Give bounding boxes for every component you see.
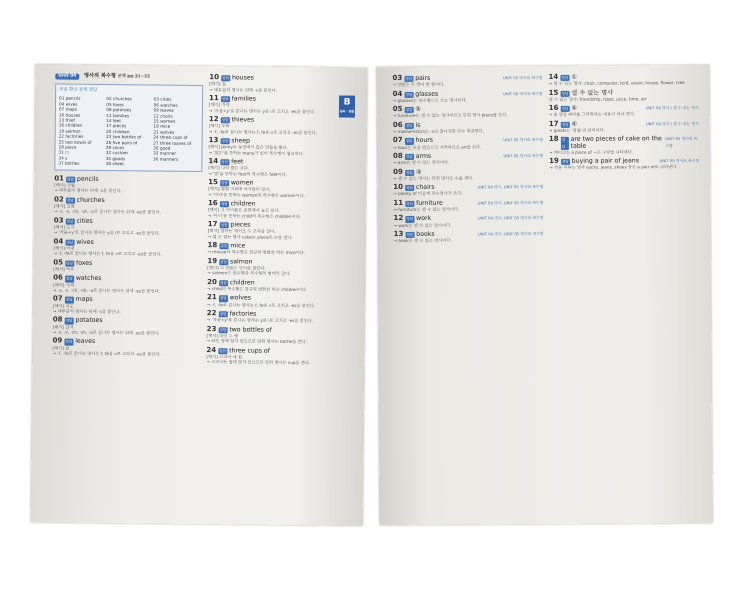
answer-chip: 정답 (66, 198, 74, 203)
entry-unit: UNIT 04 명사, UNIT 05 명사의 복수형 (477, 199, 544, 206)
answer-chip: 정답 (561, 137, 569, 149)
right-entries-1 (392, 74, 543, 244)
answer-entry (393, 152, 543, 166)
entry-number: 12 (208, 115, 219, 124)
grid-answer: 09 leaves (153, 107, 174, 113)
answer-entry (394, 230, 544, 244)
entry-answer: are two pieces of cake on the table (570, 135, 662, 150)
entry-number: 03 (53, 216, 64, 225)
entry-number: 10 (393, 183, 404, 192)
answer-chip: 정답 (405, 170, 413, 175)
section-badge (339, 95, 355, 117)
entry-translation: [해석] 교회 (53, 203, 75, 209)
entry-number: 21 (206, 293, 217, 302)
answer-entry (549, 120, 699, 134)
entry-answer: maps (75, 296, 93, 304)
entry-number: 10 (209, 73, 220, 82)
answer-chip: 정답 (406, 217, 414, 222)
answer-chip: 정답 (220, 244, 228, 249)
entry-translation: [해석] 감자 (52, 324, 74, 330)
entry-answer: ① (571, 73, 577, 81)
entry-unit: UNIT 04 명사 / 셀 수 있는 명사 (645, 120, 699, 127)
answer-chip: 정답 (65, 297, 73, 303)
entry-explanation: → 대부분의 명사는 뒤에 -s를 붙인다. (54, 187, 122, 194)
entry-number: 15 (208, 178, 218, 187)
unit-header (55, 72, 203, 81)
answer-chip: 정답 (561, 122, 569, 127)
entry-number: 17 (207, 220, 218, 229)
entry-translation: [해석] 여우 (53, 266, 75, 272)
entry-translation: [해석] 엄마는 케이크 두 조각을 샀다. (207, 228, 276, 235)
answer-entry (549, 89, 699, 103)
entry-number: 03 (392, 73, 403, 83)
grid-answer: 28 piece (58, 144, 77, 150)
entry-number: 04 (53, 237, 64, 246)
entry-translation: [해석] 연필 (54, 182, 75, 188)
entry-number: 08 (52, 315, 63, 324)
left-page (45, 72, 358, 517)
answer-entry (207, 294, 353, 308)
entry-number: 16 (548, 104, 559, 113)
entry-explanation: → ⑤ 생일 파티를 그리워하는 내용이 와야 한다. (548, 111, 636, 118)
entry-answer: cities (76, 217, 93, 225)
answer-chip: 정답 (65, 318, 73, 324)
entry-explanation: → furniture는 셀 수 없는 명사이다. (393, 206, 460, 213)
entry-number: 05 (392, 105, 403, 114)
entry-explanation: → 대부분의 명사는 뒤에 -s를 붙인다. (52, 308, 121, 315)
answer-entry (53, 275, 201, 295)
grid-answer: 20 children (106, 128, 130, 135)
answer-chip: 정답 (405, 139, 413, 144)
entry-translation: [해석] 그 아이들은 공원에서 놀고 있다. (207, 207, 280, 214)
entry-explanation: → work는 셀 수 없는 명사이다. (393, 222, 452, 228)
answer-entry (393, 199, 543, 213)
entry-translation: [해석] 잎 (52, 345, 70, 351)
grid-answer: 34 s (58, 155, 68, 161)
right-column-2 (548, 73, 701, 516)
answer-chip: 정답 (66, 261, 74, 266)
entry-answer: glasses (415, 90, 439, 98)
answer-entry (54, 217, 202, 237)
answer-entry (52, 338, 200, 358)
entry-explanation: → book은 셀 수 있는 명사이다. (393, 237, 452, 244)
entry-number: 04 (392, 89, 403, 98)
entry-answer: pencils (76, 175, 99, 183)
entry-explanation: → -f, -fe로 끝나는 명사는 f, fe를 v로 고치고 -es를 붙인다. (208, 128, 318, 135)
entry-answer: furniture (416, 199, 443, 207)
right-page-photo (376, 65, 712, 525)
entry-number: 12 (393, 214, 404, 223)
entry-number: 05 (53, 258, 64, 267)
answer-chip: 정답 (66, 177, 74, 182)
entry-explanation: → glasses는 복수형으로 쓰는 명사이다. (392, 97, 467, 103)
answer-chip: 정답 (221, 118, 229, 123)
answer-chip: 정답 (219, 312, 227, 317)
entry-unit: UNIT 04 명사 / 셀 수 있는 명사 (645, 105, 699, 111)
entry-unit: UNIT 04 명사, UNIT 05 명사의 복수형 (477, 215, 544, 221)
entry-translation: [해석] 몇몇 거리에 여자들이 있다. (208, 186, 271, 193)
entry-explanation: → -f, -fe로 끝나는 명사는 f, fe를 v로 고치고 -es를 붙인다. (52, 350, 161, 357)
entry-explanation: → '발'을 뜻하는 foot의 복수형은 feet이다. (208, 170, 288, 177)
entry-number: 06 (53, 273, 63, 282)
grid-answer: 32 custom (105, 150, 128, 156)
badge-sub: 04 · 08 (339, 109, 354, 114)
grid-answer: 10 houses (58, 112, 81, 118)
entry-explanation: → '많은'을 뜻하는 many가 있어 복수형이 필요하다. (208, 149, 305, 156)
answer-chip: 정답 (219, 348, 227, 353)
entry-unit: UNIT 04 명사, UNIT 05 명사의 복수형 (477, 231, 544, 237)
answer-entry (393, 105, 543, 119)
entry-translation: [해석] 와인 두 병 (206, 332, 239, 339)
answer-chip: 정답 (405, 76, 413, 81)
entry-answer: ④ (571, 120, 578, 128)
answer-chip: 정답 (220, 259, 228, 265)
entry-translation: [해석] 집 (209, 81, 226, 87)
right-page (386, 73, 704, 517)
entry-unit: UNIT 05 명사의 복수형 (503, 153, 544, 159)
entry-explanation: → '여자'를 뜻하는 woman의 복수형은 women이다. (208, 191, 306, 198)
entry-explanation: → 케이크는 a piece of ~로 수량을 나타낸다. (548, 149, 634, 155)
entry-explanation: → -s, -x, -ch, -sh, -o로 끝나는 명사는 뒤에 -es를 붙인다. (53, 208, 161, 215)
grid-answer: 29 slices (105, 145, 125, 151)
grid-answer: 07 maps (58, 106, 78, 112)
answer-chip: 정답 (561, 160, 569, 165)
unit-tag: Unit 04 (55, 73, 79, 79)
entry-translation: [해석] 지도 (52, 303, 74, 309)
left-column-1 (51, 72, 204, 516)
answer-entry (393, 90, 543, 104)
grid-answer: 12 chairs (153, 113, 173, 119)
unit-ref: 본책 pp.31~33 (117, 73, 151, 79)
entry-translation: [해석] Jenny는 농장에서 많은 양들을 봤다. (208, 144, 289, 151)
entry-number: 06 (392, 120, 403, 129)
entry-explanation: → mathematics는 -s로 끝나지만 단수 취급한다. (392, 128, 485, 135)
answer-box-title: 개념 확인 문제 정답 (59, 87, 98, 94)
right-entries-2 (548, 73, 699, 171)
answer-entry (393, 168, 543, 182)
entry-explanation: → 와인 병에 담겨 있으므로 단위 명사는 bottle을 쓴다. (206, 338, 308, 345)
entry-unit: UNIT 05 명사의 복수형 (659, 158, 700, 164)
answer-chip: 정답 (221, 97, 229, 102)
entry-explanation: → 양말은 두 짝이 한 쌍이다. (392, 81, 445, 88)
entry-number: 07 (392, 136, 403, 145)
grid-answer: 01 pencils (59, 95, 81, 102)
entry-explanation: → furniture는 셀 수 없는 명사이므로 단위 명사 piece를 쓴다. (392, 112, 508, 119)
grid-answer: 13 thief (58, 117, 76, 123)
entry-answer: hours (415, 137, 434, 145)
grid-answer: 06 watches (153, 102, 178, 108)
entry-number: 16 (207, 199, 218, 208)
answer-entry (393, 183, 543, 197)
grid-answer: 33 manner (153, 150, 177, 157)
entry-number: 18 (207, 241, 218, 250)
answer-chip: 정답 (66, 240, 74, 245)
left-entries-1 (52, 175, 202, 357)
left-column-2 (205, 74, 356, 518)
entry-explanation: → -s, -x, -ch, -sh, -o로 끝나는 명사는 뒤에 -es를 붙인다. (52, 329, 160, 336)
entry-answer: arms (415, 152, 432, 160)
entry-explanation: → arm은 셀 수 있는 명사이다. (393, 159, 450, 166)
entry-number: 17 (548, 119, 559, 128)
entry-answer: ③ (415, 168, 422, 176)
right-column-1 (392, 74, 545, 517)
grid-answer: 18 mice (153, 123, 171, 130)
entry-number: 14 (548, 72, 559, 81)
entry-unit: UNIT 05 명사의 복수형 (503, 137, 543, 143)
entry-number: 08 (392, 152, 403, 161)
answer-entry (209, 74, 355, 94)
entry-answer: wolves (229, 294, 251, 302)
entry-answer: chairs (415, 184, 435, 192)
entry-explanation: → 대부분의 명사는 뒤에 -s를 붙인다. (209, 86, 277, 93)
answer-chip: 정답 (221, 139, 229, 144)
entry-unit: UNIT 05 명사의 복수형 (665, 136, 698, 148)
entry-number: 09 (52, 336, 63, 345)
answer-entry (207, 310, 353, 324)
answer-entry (53, 296, 201, 316)
entry-answer: feet (231, 158, 244, 166)
grid-answer: 23 two bottles of (105, 134, 142, 140)
entry-translation: [해석] 도둑 (208, 123, 230, 129)
answer-chip: 정답 (219, 296, 227, 301)
answer-entry (207, 279, 353, 293)
answer-grid (58, 96, 199, 168)
entry-translation: [해석] 도시 (53, 224, 75, 230)
answer-entry (208, 158, 354, 178)
entry-answer: children (229, 279, 255, 287)
entry-answer: pairs (415, 74, 431, 82)
entry-explanation: → 코코아는 컵에 담겨 있으므로 단위 명사는 cup을 쓴다. (206, 359, 311, 366)
answer-box (54, 84, 203, 172)
answer-chip: 정답 (65, 340, 73, 345)
entry-explanation: → 짝을 이루는 명사 socks, jeans, shoes 등은 a pair of로 나타낸다. (549, 164, 678, 171)
answer-chip: 정답 (406, 233, 414, 238)
answer-chip: 정답 (561, 91, 569, 96)
grid-answer: 24 three cups of (153, 134, 188, 141)
entry-explanation: → -s, -x, -ch, -sh, -o로 끝나는 명사는 뒤에 -es를 붙인다. (53, 287, 161, 294)
entry-number: 19 (549, 157, 559, 166)
entry-explanation: 셀 수 없는 명사: friendship, hope, juice, time, air (548, 96, 647, 102)
grid-answer: 22 factories (58, 133, 84, 140)
entry-number: 18 (548, 135, 559, 144)
answer-chip: 정답 (405, 123, 413, 128)
entry-answer: potatoes (75, 317, 103, 325)
grid-answer: 38 sheet (105, 161, 125, 167)
entry-explanation: → child의 복수형은 불규칙 변화를 하는 children이다. (207, 286, 308, 293)
grid-answer: 36 manners (153, 156, 179, 162)
grid-answer: 04 wives (58, 101, 78, 107)
entry-explanation: → 셀 수 없는 명사는 단위 명사로 수를 센다. (393, 175, 474, 181)
entry-answer: buying a pair of jeans (571, 157, 639, 166)
entry-answer: thieves (231, 116, 255, 124)
answer-chip: 정답 (65, 276, 73, 282)
entry-number: 11 (209, 94, 219, 103)
answer-entry (54, 175, 202, 195)
entry-number: 19 (207, 256, 218, 265)
answer-chip: 정답 (66, 219, 74, 224)
grid-answer: 05 foxes (106, 101, 125, 108)
entry-answer: sheep (231, 137, 251, 145)
grid-answer: 25 two bowls of (58, 139, 92, 145)
answer-chip: 정답 (221, 160, 229, 165)
answer-chip: 정답 (405, 92, 413, 97)
answer-entry (393, 136, 543, 150)
entry-answer: leaves (75, 338, 96, 346)
left-entries-2 (206, 74, 355, 366)
entry-number: 22 (206, 309, 217, 318)
answer-entry (548, 73, 698, 87)
answer-entry (209, 95, 355, 115)
grid-answer: 17 pieces (106, 123, 127, 129)
entry-answer: books (416, 230, 435, 238)
entry-explanation: → goods는 '상품'의 의미이다. (548, 127, 605, 133)
grid-answer: 11 families (106, 112, 130, 118)
answer-chip: 정답 (220, 181, 228, 186)
entry-answer: women (230, 179, 254, 187)
answer-entry (53, 259, 201, 273)
left-page-photo (31, 64, 368, 525)
entry-explanation: → '자음+y'로 끝나는 명사는 y를 i로 고치고 -es를 붙인다. (206, 317, 314, 324)
entry-number: 15 (548, 88, 559, 97)
entry-number: 11 (393, 198, 404, 207)
grid-answer: 02 churches (106, 96, 133, 102)
entry-explanation: → -f, -fe로 끝나는 명사는 f, fe를 v로 고치고 -es를 붙인다. (53, 250, 162, 257)
entry-number: 07 (52, 294, 63, 303)
answer-entry (209, 116, 355, 136)
entry-explanation: → salmon은 단수형과 복수형의 형태가 같다. (207, 270, 291, 277)
grid-answer: 15 women (153, 118, 176, 124)
answer-chip: 정답 (406, 201, 414, 206)
entry-answer: churches (76, 196, 105, 204)
entry-translation: [해석] 코코아 세 컵 (206, 353, 242, 360)
entry-answer: is (415, 121, 421, 129)
entry-explanation: → '아이'를 뜻하는 child의 복수형은 children이다. (207, 212, 301, 219)
answer-chip: 정답 (405, 108, 413, 113)
entry-answer: children (230, 200, 256, 208)
entry-answer: pieces (230, 221, 251, 229)
entry-unit: UNIT 05 명사의 복수형 (502, 75, 543, 81)
answer-entry (208, 137, 354, 157)
entry-unit: UNIT 04 명사의 복수형 (503, 90, 543, 96)
answer-entry (392, 74, 542, 88)
answer-entry (54, 196, 202, 216)
entry-answer: families (231, 95, 256, 103)
entry-number: 13 (208, 136, 219, 145)
answer-entry (53, 238, 201, 258)
entry-row (549, 135, 699, 149)
entry-answer: houses (231, 74, 254, 82)
entry-explanation: → 셀 수 있는 명사: chair, computer, bird, exam, house, flower, tree (548, 80, 685, 87)
entry-explanation: → '자음+y'로 끝나는 명사는 y를 i로 고치고 -es를 붙인다. (208, 107, 316, 114)
entry-explanation: → hour는 모음 발음으로 시작하므로 an을 쓴다. (392, 144, 482, 150)
entry-answer: wives (76, 238, 94, 246)
entry-answer: factories (229, 310, 257, 318)
grid-answer: 08 potatoes (106, 107, 132, 113)
answer-entry (208, 221, 354, 241)
grid-answer: 35 goods (105, 155, 126, 162)
entry-translation: [해석] 아내 (53, 245, 75, 251)
grid-answer: 27 three loaves of (153, 140, 192, 146)
grid-answer: 03 cities (153, 96, 172, 103)
entry-translation: [해석] 그 곰들은 연어를 잡았다. (207, 265, 266, 271)
entry-answer: ⑤ (415, 106, 421, 114)
grid-answer: 21 wolves (153, 129, 175, 135)
entry-number: 24 (206, 345, 217, 354)
answer-entry (207, 242, 353, 256)
entry-explanation: → -f, -fe로 끝나는 명사는 f, fe를 v로 고치고 -es를 붙인다. (206, 301, 316, 308)
answer-entry (549, 104, 699, 118)
answer-chip: 정답 (405, 186, 413, 191)
grid-answer: 26 five pairs of (105, 139, 138, 146)
answer-chip: 정답 (220, 223, 228, 228)
answer-entry (549, 135, 699, 155)
entry-answer: mice (230, 242, 246, 250)
answer-entry (208, 200, 354, 220)
answer-entry (207, 258, 353, 278)
answer-entry (208, 179, 354, 199)
entry-answer: watches (75, 275, 102, 283)
answer-entry (206, 326, 352, 346)
entry-answer: ⑤ (571, 104, 577, 113)
entry-unit: UNIT 04 명사, UNIT 05 명사의 복수형 (477, 184, 544, 190)
entry-answer: salmon (230, 258, 253, 266)
grid-answer: 30 good (153, 145, 171, 151)
entry-answer: work (416, 215, 432, 223)
entry-answer: 셀 수 없는 명사 (571, 89, 614, 97)
entry-number: 13 (393, 230, 404, 239)
entry-translation: [해석] 가족 (208, 102, 230, 108)
entry-number: 09 (393, 167, 403, 176)
grid-answer: 16 children (58, 122, 83, 129)
entry-number: 02 (53, 195, 64, 204)
answer-entry (393, 214, 543, 228)
answer-chip: 정답 (219, 280, 227, 286)
answer-chip: 정답 (219, 327, 227, 332)
entry-answer: two bottles of (229, 325, 272, 334)
entry-number: 23 (206, 324, 217, 333)
entry-translation: [해석] 나의 발은 크다. (208, 165, 250, 171)
grid-answer: 31 ○ (58, 149, 69, 156)
answer-entry (549, 157, 699, 171)
entry-explanation: → 셀 수 없는 명사 cake는 piece로 수를 센다. (207, 233, 293, 240)
grid-answer: 19 salmon (58, 128, 81, 134)
grid-answer (153, 162, 198, 168)
grid-answer: 37 bottles (58, 160, 80, 167)
entry-explanation: → mouse의 복수형은 불규칙 변화를 하는 mice이다. (207, 249, 306, 256)
entry-number: 20 (207, 277, 217, 286)
answer-chip: 정답 (405, 154, 413, 160)
answer-entry (206, 347, 352, 367)
entry-number: 01 (54, 174, 65, 183)
entry-explanation: → plenty of 다음에 복수명사가 온다. (393, 191, 463, 197)
entry-answer: foxes (75, 259, 93, 267)
answer-entry (53, 317, 201, 337)
entry-explanation: → '자음+y'로 끝나는 명사는 y를 i로 고치고 -es를 붙인다. (53, 229, 161, 236)
answer-chip: 정답 (561, 107, 569, 112)
answer-chip: 정답 (561, 75, 569, 80)
badge-letter: B (343, 97, 351, 108)
answer-chip: 정답 (222, 76, 229, 81)
answer-chip: 정답 (220, 202, 228, 207)
entry-answer: three cups of (229, 346, 270, 355)
answer-entry (393, 121, 543, 135)
entry-translation: [해석] 시계 (53, 282, 74, 288)
entry-number: 14 (208, 157, 219, 166)
unit-title: 명사의 복수형 (84, 72, 116, 80)
grid-answer: 14 feet (106, 118, 122, 124)
